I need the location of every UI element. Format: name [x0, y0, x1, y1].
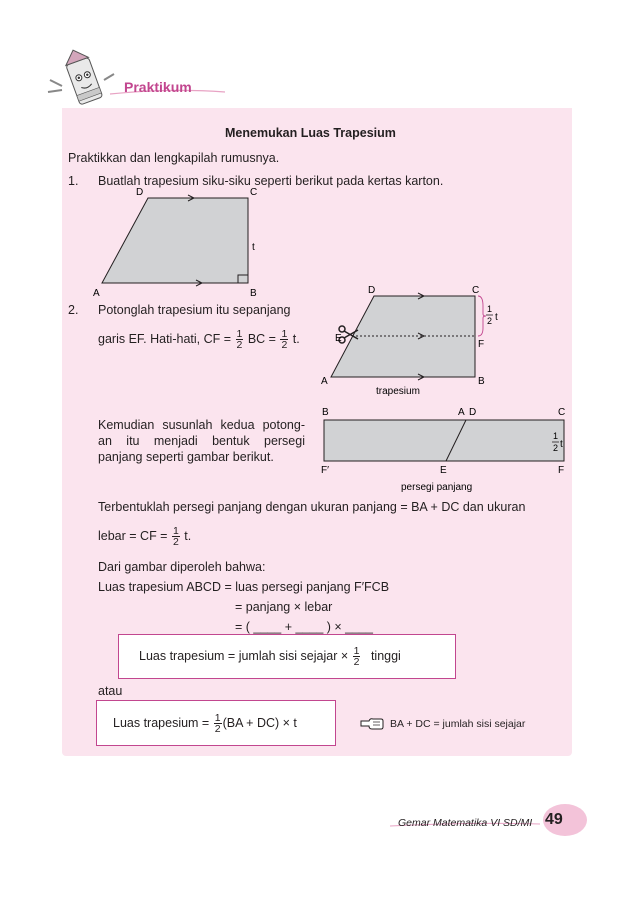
fig3-frac-num: 1 [553, 431, 559, 441]
fraction-half: $\frac{1}{2}$ [214, 712, 221, 736]
praktikum-label: Praktikum [124, 79, 192, 95]
dari-gambar-text: Dari gambar diperoleh bahwa: [98, 560, 266, 574]
figure-trapezoid-cut [318, 284, 518, 399]
formula-box-1-text [139, 641, 401, 671]
paragraph-terbentuk: Terbentuklah persegi panjang dengan ukuran panjang = BA + DC dan ukuran [98, 500, 526, 514]
fig3-label-e: E [440, 465, 447, 476]
formula-box-1 [118, 634, 456, 679]
formula-box-2-text [113, 708, 297, 738]
fig3-label-t: t [560, 439, 563, 450]
fig3-label-f: F [558, 465, 565, 476]
footer-book-title: Gemar Matematika VI SD/MI [398, 817, 533, 829]
fig2-label-d: D [368, 285, 376, 296]
fig3-label-b: B [322, 407, 329, 418]
fig2-frac-num: 1 [487, 304, 493, 314]
step-2-text-c: t. [292, 332, 300, 346]
fig2-label-c: C [472, 285, 480, 296]
fig3-frac-den: 2 [553, 443, 559, 453]
step-2-number: 2. [68, 303, 79, 317]
fig3-label-a: A [458, 407, 465, 418]
fig3-caption: persegi panjang [401, 482, 473, 493]
luas-line-2: = panjang × lebar [235, 600, 333, 614]
fig2-label-t: t [495, 312, 498, 323]
formula-box-2 [96, 700, 336, 746]
step-2-line-1: Potonglah trapesium itu sepanjang [98, 303, 291, 317]
formula-box-2-text-b: (BA + DC) × t [222, 716, 297, 730]
fig1-label-t: t [252, 242, 255, 253]
lebar-text-b: t. [184, 529, 192, 543]
lebar-line [98, 521, 191, 551]
fig3-label-fprime: F′ [321, 465, 329, 476]
fig2-label-a: A [321, 376, 328, 387]
fig1-label-d: D [136, 187, 144, 198]
paragraph-kemudian-line-1: Kemudian susunlah kedua potong- [98, 418, 305, 432]
fig2-label-e: E [335, 333, 342, 344]
section-title: Menemukan Luas Trapesium [225, 126, 396, 140]
fraction-half: $\frac{1}{2}$ [281, 328, 288, 352]
formula-box-1-text-b: tinggi [370, 649, 401, 663]
step-2-text-b: BC = [247, 332, 276, 346]
luas-line-3: = ( ____ + ____ ) × ____ [235, 620, 373, 634]
paragraph-kemudian-line-2: an itu menjadi bentuk persegi [98, 434, 305, 448]
figure-right-trapezoid [88, 186, 288, 301]
fig2-caption: trapesium [376, 386, 420, 397]
fig3-label-d: D [469, 407, 477, 418]
fig1-label-c: C [250, 187, 258, 198]
page-number: 49 [545, 811, 563, 828]
step-1-number: 1. [68, 174, 79, 188]
note-text: BA + DC = jumlah sisi sejajar [390, 718, 526, 730]
lebar-text-a: lebar = CF = [98, 529, 168, 543]
fig2-frac-den: 2 [487, 316, 493, 326]
fig3-label-c: C [558, 407, 566, 418]
step-2-line-2 [98, 324, 300, 354]
intro-text: Praktikkan dan lengkapilah rumusnya. [68, 151, 280, 165]
paragraph-kemudian-line-3: panjang seperti gambar berikut. [98, 450, 274, 464]
formula-box-2-text-a: Luas trapesium = [113, 716, 210, 730]
pointing-hand-icon [360, 716, 386, 730]
step-1-text: Buatlah trapesium siku-siku seperti berikut pada kertas karton. [98, 174, 444, 188]
fig1-label-a: A [93, 288, 100, 299]
fig2-label-f: F [478, 339, 485, 350]
figure-rectangle [318, 402, 578, 497]
fraction-half: $\frac{1}{2}$ [236, 328, 243, 352]
fraction-half: $\frac{1}{2}$ [353, 645, 360, 669]
paragraph-kemudian [98, 417, 305, 465]
fraction-half: $\frac{1}{2}$ [172, 525, 179, 549]
formula-box-1-text-a: Luas trapesium = jumlah sisi sejajar × [139, 649, 349, 663]
fig2-label-b: B [478, 376, 485, 387]
fig1-label-b: B [250, 288, 257, 299]
atau-text: atau [98, 684, 123, 698]
luas-line-1: Luas trapesium ABCD = luas persegi panjang F′FCB [98, 580, 390, 594]
step-2-text-a: garis EF. Hati-hati, CF = [98, 332, 232, 346]
